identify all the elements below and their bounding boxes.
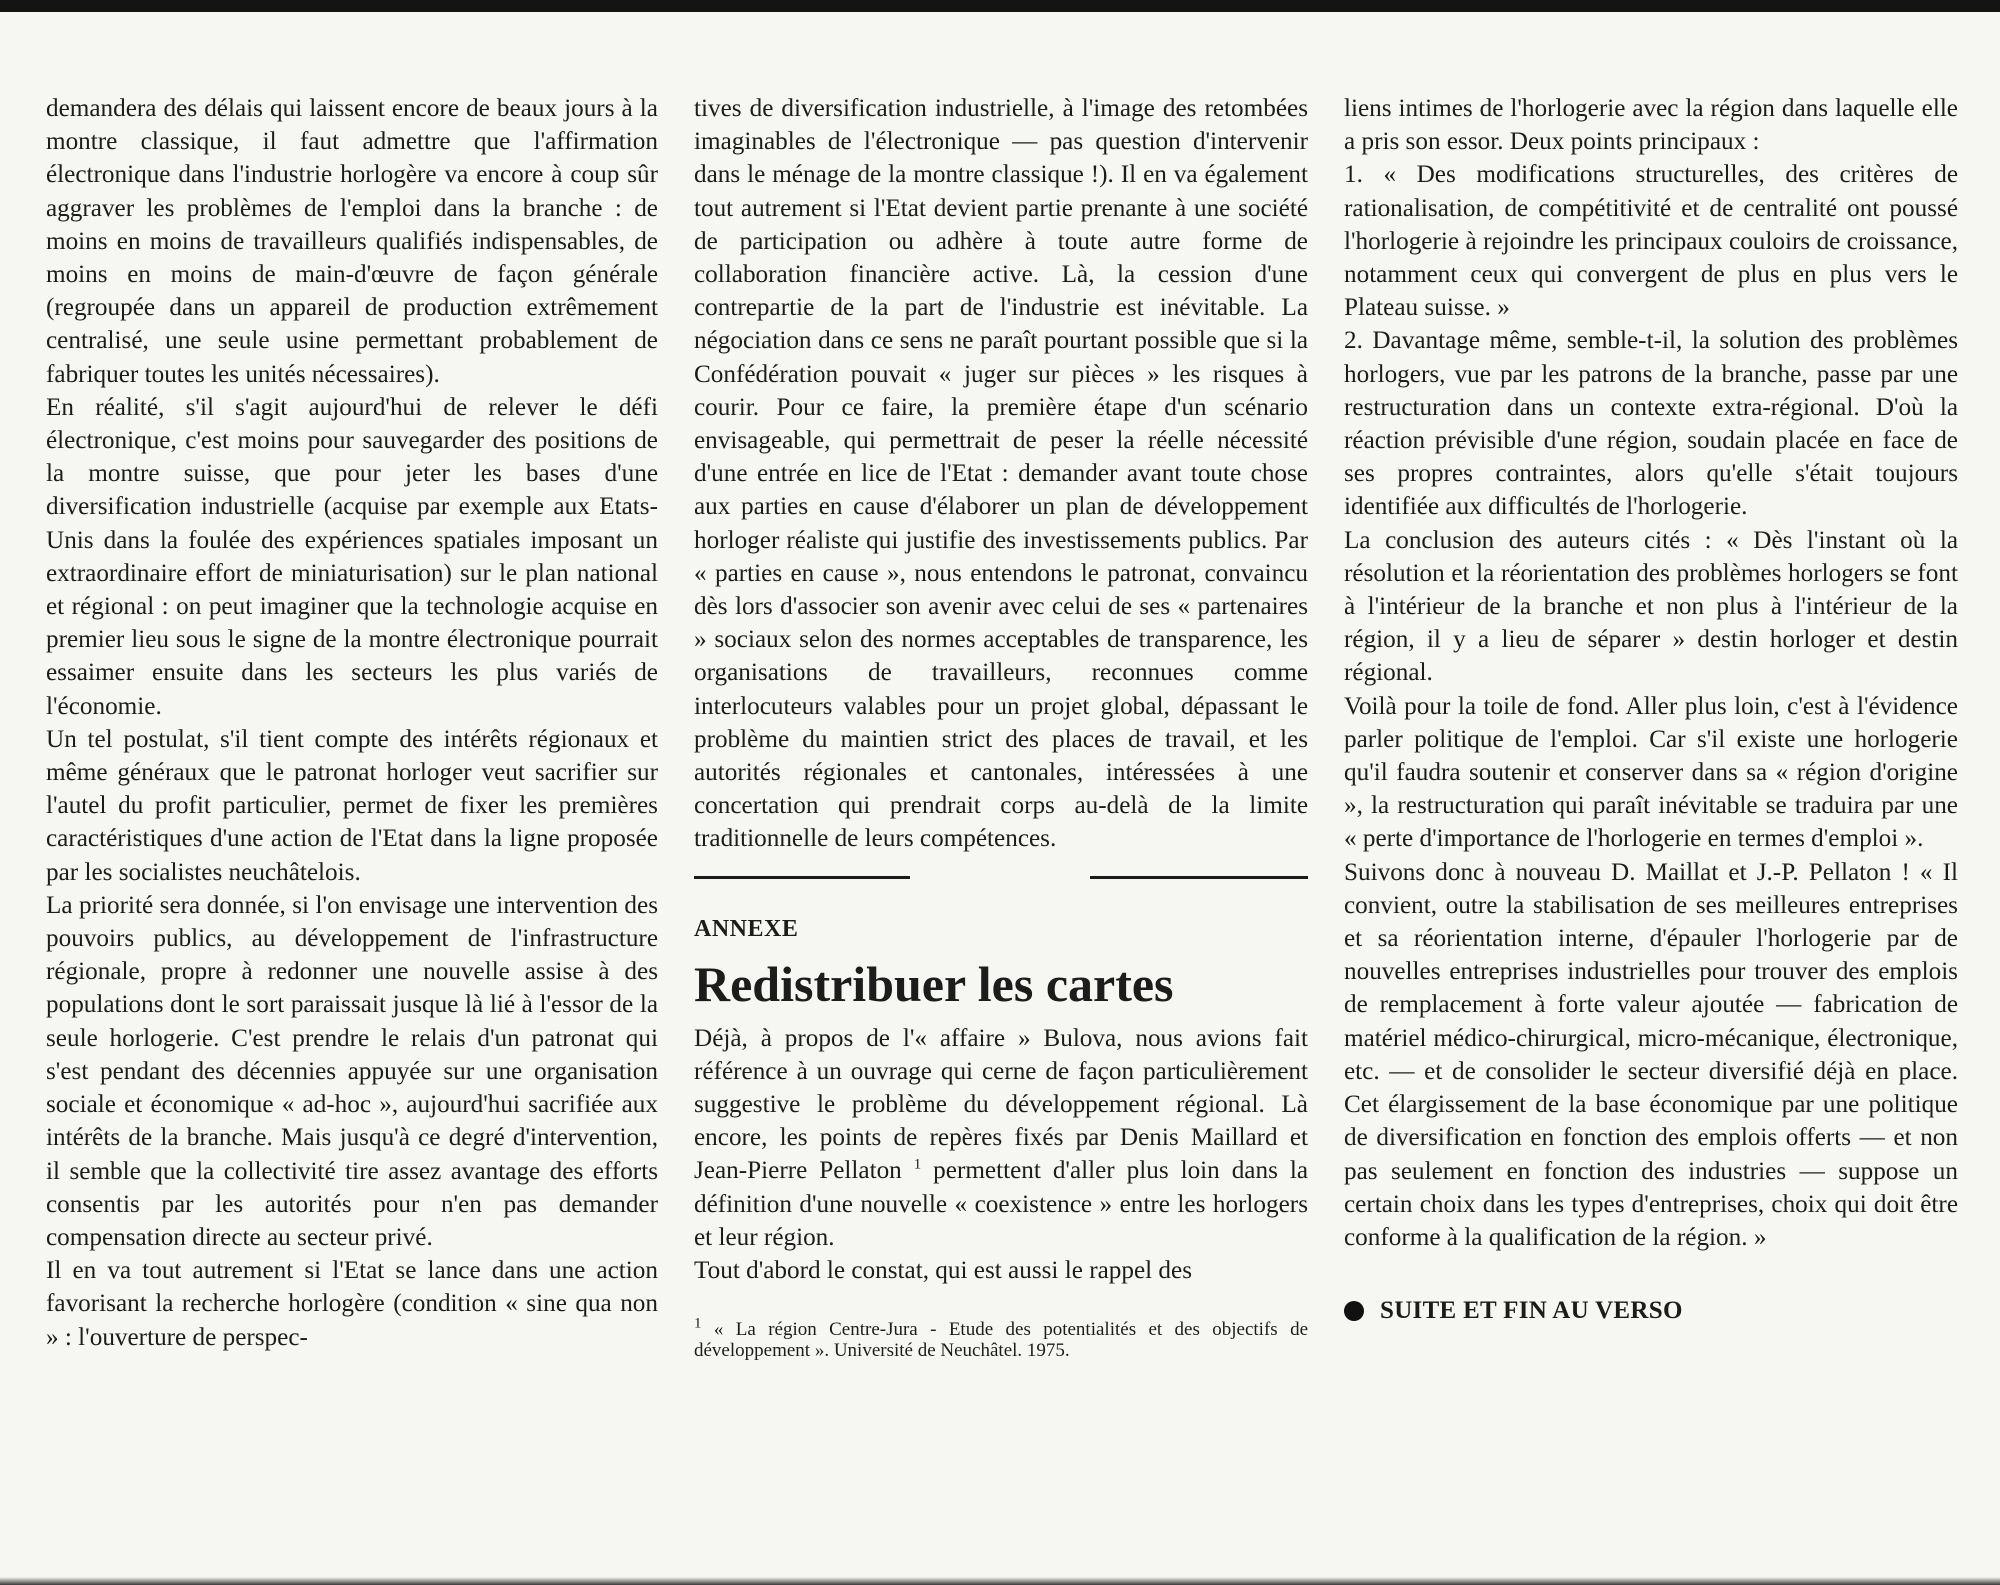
continuation-text: SUITE ET FIN AU VERSO [1380,1297,1683,1325]
divider-rule-left [694,876,910,879]
annex-text: permettent d'aller plus loin dans la définition d'une nouvelle « coexistence » entre les horlogers et leur région. [694,1157,1308,1251]
annex-text: Déjà, à propos de l'« affaire » Bulova, nous avions fait référence à un ouvrage qui cerne de façon particulièrement suggestive le problème du développement régional. Là encore, les points de repères fixés par Denis Maillard et Jean-Pierre Pellaton [694,1024,1308,1185]
paragraph: Un tel postulat, s'il tient compte des intérêts régionaux et même généraux que le patronat horloger veut sacrifier sur l'autel du profit particulier, permet de fixer les premières caractéristiques d'une action de l'Etat dans la ligne proposée par les socialistes neuchâtelois. [46,725,658,886]
paragraph: Suivons donc à nouveau D. Maillat et J.-P. Pellaton ! « Il convient, outre la stabilisation de ses meilleures entreprises et sa réorientation interne, d'épauler l'horlogerie par de nouvelles entreprises industrielles pour trouver des emplois de remplacement à forte valeur ajoutée — fabrication de matériel médico-chirurgical, micro-mécanique, électronique, etc. — et de consolider le secteur diversifié déjà en place. Cet élargissement de la base économique par une politique de diversification en fonction des emplois offerts — et non pas seulement en fonction des industries — suppose un certain choix dans les types d'entreprises, choix qui doit être conforme à la qualification de la région. » [1344,858,1958,1251]
annex-paragraph [694,1022,1308,1254]
footnote-text: « La région Centre-Jura - Etude des potentialités et des objectifs de développement ». Université de Neuchâtel. 1975. [694,1319,1308,1362]
footnote [694,1315,1308,1362]
paragraph: liens intimes de l'horlogerie avec la région dans laquelle elle a pris son essor. Deux points principaux : [1344,95,1958,156]
paragraph: 2. Davantage même, semble-t-il, la solution des problèmes horlogers, vue par les patrons de la branche, passe par une restructuration dans un contexte extra-régional. D'où la réaction prévisible d'une région, soudain placée en face de ses propres contraintes, alors qu'elle s'était toujours identifiée aux difficultés de l'horlogerie. [1344,327,1958,521]
top-border-rule [0,0,2000,12]
paragraph: tives de diversification industrielle, à l'image des retombées imaginables de l'électronique — pas question d'intervenir dans le ménage de la montre classique !). Il en va également tout autrement si l'Etat devient partie prenante à une société de participation ou adhère à toute autre forme de collaboration financière active. Là, la cession d'une contrepartie de la part de l'industrie est inévitable. La négociation dans ce sens ne paraît pourtant possible que si la Confédération pouvait « juger sur pièces » les risques à courir. Pour ce faire, la première étape d'un scénario envisageable, qui permettrait de peser la réelle nécessité d'une entrée en lice de l'Etat : demander avant toute chose aux parties en cause d'élaborer un plan de développement horloger réaliste qui justifie des investissements publics. Par « parties en cause », nous entendons le patronat, convaincu dès lors d'associer son avenir avec celui de ses « partenaires » sociaux selon des normes acceptables de transparence, les organisations de travailleurs, reconnues comme interlocuteurs valables pour un projet global, dépassant le problème du maintien strict des places de travail, et les autorités régionales et cantonales, intéressées à une concertation qui prendrait corps au-delà de la limite traditionnelle de leurs compétences. [694,95,1308,853]
paragraph: La priorité sera donnée, si l'on envisage une intervention des pouvoirs publics, au développement de l'infrastructure régionale, propre à redonner une nouvelle assise à des populations dont le sort paraissait jusque là lié à l'essor de la seule horlogerie. C'est prendre le relais d'un patronat qui s'est pendant des décennies appuyée sur une organisation sociale et économique « ad-hoc », aujourd'hui sacrifiée aux intérêts de la branche. Mais jusqu'à ce degré d'intervention, il semble que la collectivité tire assez avantage des efforts consentis par les autorités pour n'en pas demander compensation directe au secteur privé. [46,891,658,1251]
paragraph: Voilà pour la toile de fond. Aller plus loin, c'est à l'évidence parler politique de l'emploi. Car s'il existe une horlogerie qu'il faudra soutenir et conserver dans sa « région d'origine », la restructuration qui paraît inévitable se traduira par une « perte d'importance de l'horlogerie en termes d'emploi ». [1344,692,1958,853]
paragraph: demandera des délais qui laissent encore de beaux jours à la montre classique, il faut admettre que l'affirmation électronique dans l'industrie horlogère va encore à coup sûr aggraver les problèmes de l'emploi dans la branche : de moins en moins de travailleurs qualifiés indispensables, de moins en moins de main-d'œuvre de façon générale (regroupée dans un appareil de production extrêmement centralisé, une seule usine permettant probablement de fabriquer toutes les unités nécessaires). [46,95,658,388]
article-headline: Redistribuer les cartes [694,955,1174,1012]
paragraph: En réalité, s'il s'agit aujourd'hui de relever le défi électronique, c'est moins pour sauvegarder des positions de la montre suisse, que pour jeter les bases d'une diversification industrielle (acquise par exemple aux Etats-Unis dans la foulée des expériences spatiales imposant un extraordinaire effort de miniaturisation) sur le plan national et régional : on peut imaginer que la technologie acquise en premier lieu sous le signe de la montre électronique pourrait essaimer ensuite dans les secteurs les plus variés de l'économie. [46,393,658,720]
continuation-notice [1344,1294,1958,1327]
text-column-3 [1344,92,1958,1327]
bullet-icon [1344,1301,1364,1321]
paragraph: La conclusion des auteurs cités : « Dès l'instant où la résolution et la réorientation des problèmes horlogers se font à l'intérieur de la branche et non plus à l'intérieur de la région, il y a lieu de séparer » destin horloger et destin régional. [1344,526,1958,687]
paragraph: 1. « Des modifications structurelles, des critères de rationalisation, de compétitivité et de centralité ont poussé l'horlogerie à rejoindre les principaux couloirs de croissance, notamment ceux qui convergent de plus en plus vers le Plateau suisse. » [1344,161,1958,322]
text-column-2 [694,92,1308,1361]
bottom-scan-edge [0,1577,2000,1585]
annex-paragraph: Tout d'abord le constat, qui est aussi le rappel des [694,1257,1193,1285]
section-divider [694,868,1308,896]
paragraph: Il en va tout autrement si l'Etat se lance dans une action favorisant la recherche horlogère (condition « sine qua non » : l'ouverture de perspec- [46,1257,658,1351]
footnote-marker: 1 [913,1157,922,1174]
section-kicker: ANNEXE [694,915,799,942]
text-column-1 [46,92,658,1354]
footnote-number: 1 [694,1315,702,1332]
divider-rule-right [1090,876,1308,879]
